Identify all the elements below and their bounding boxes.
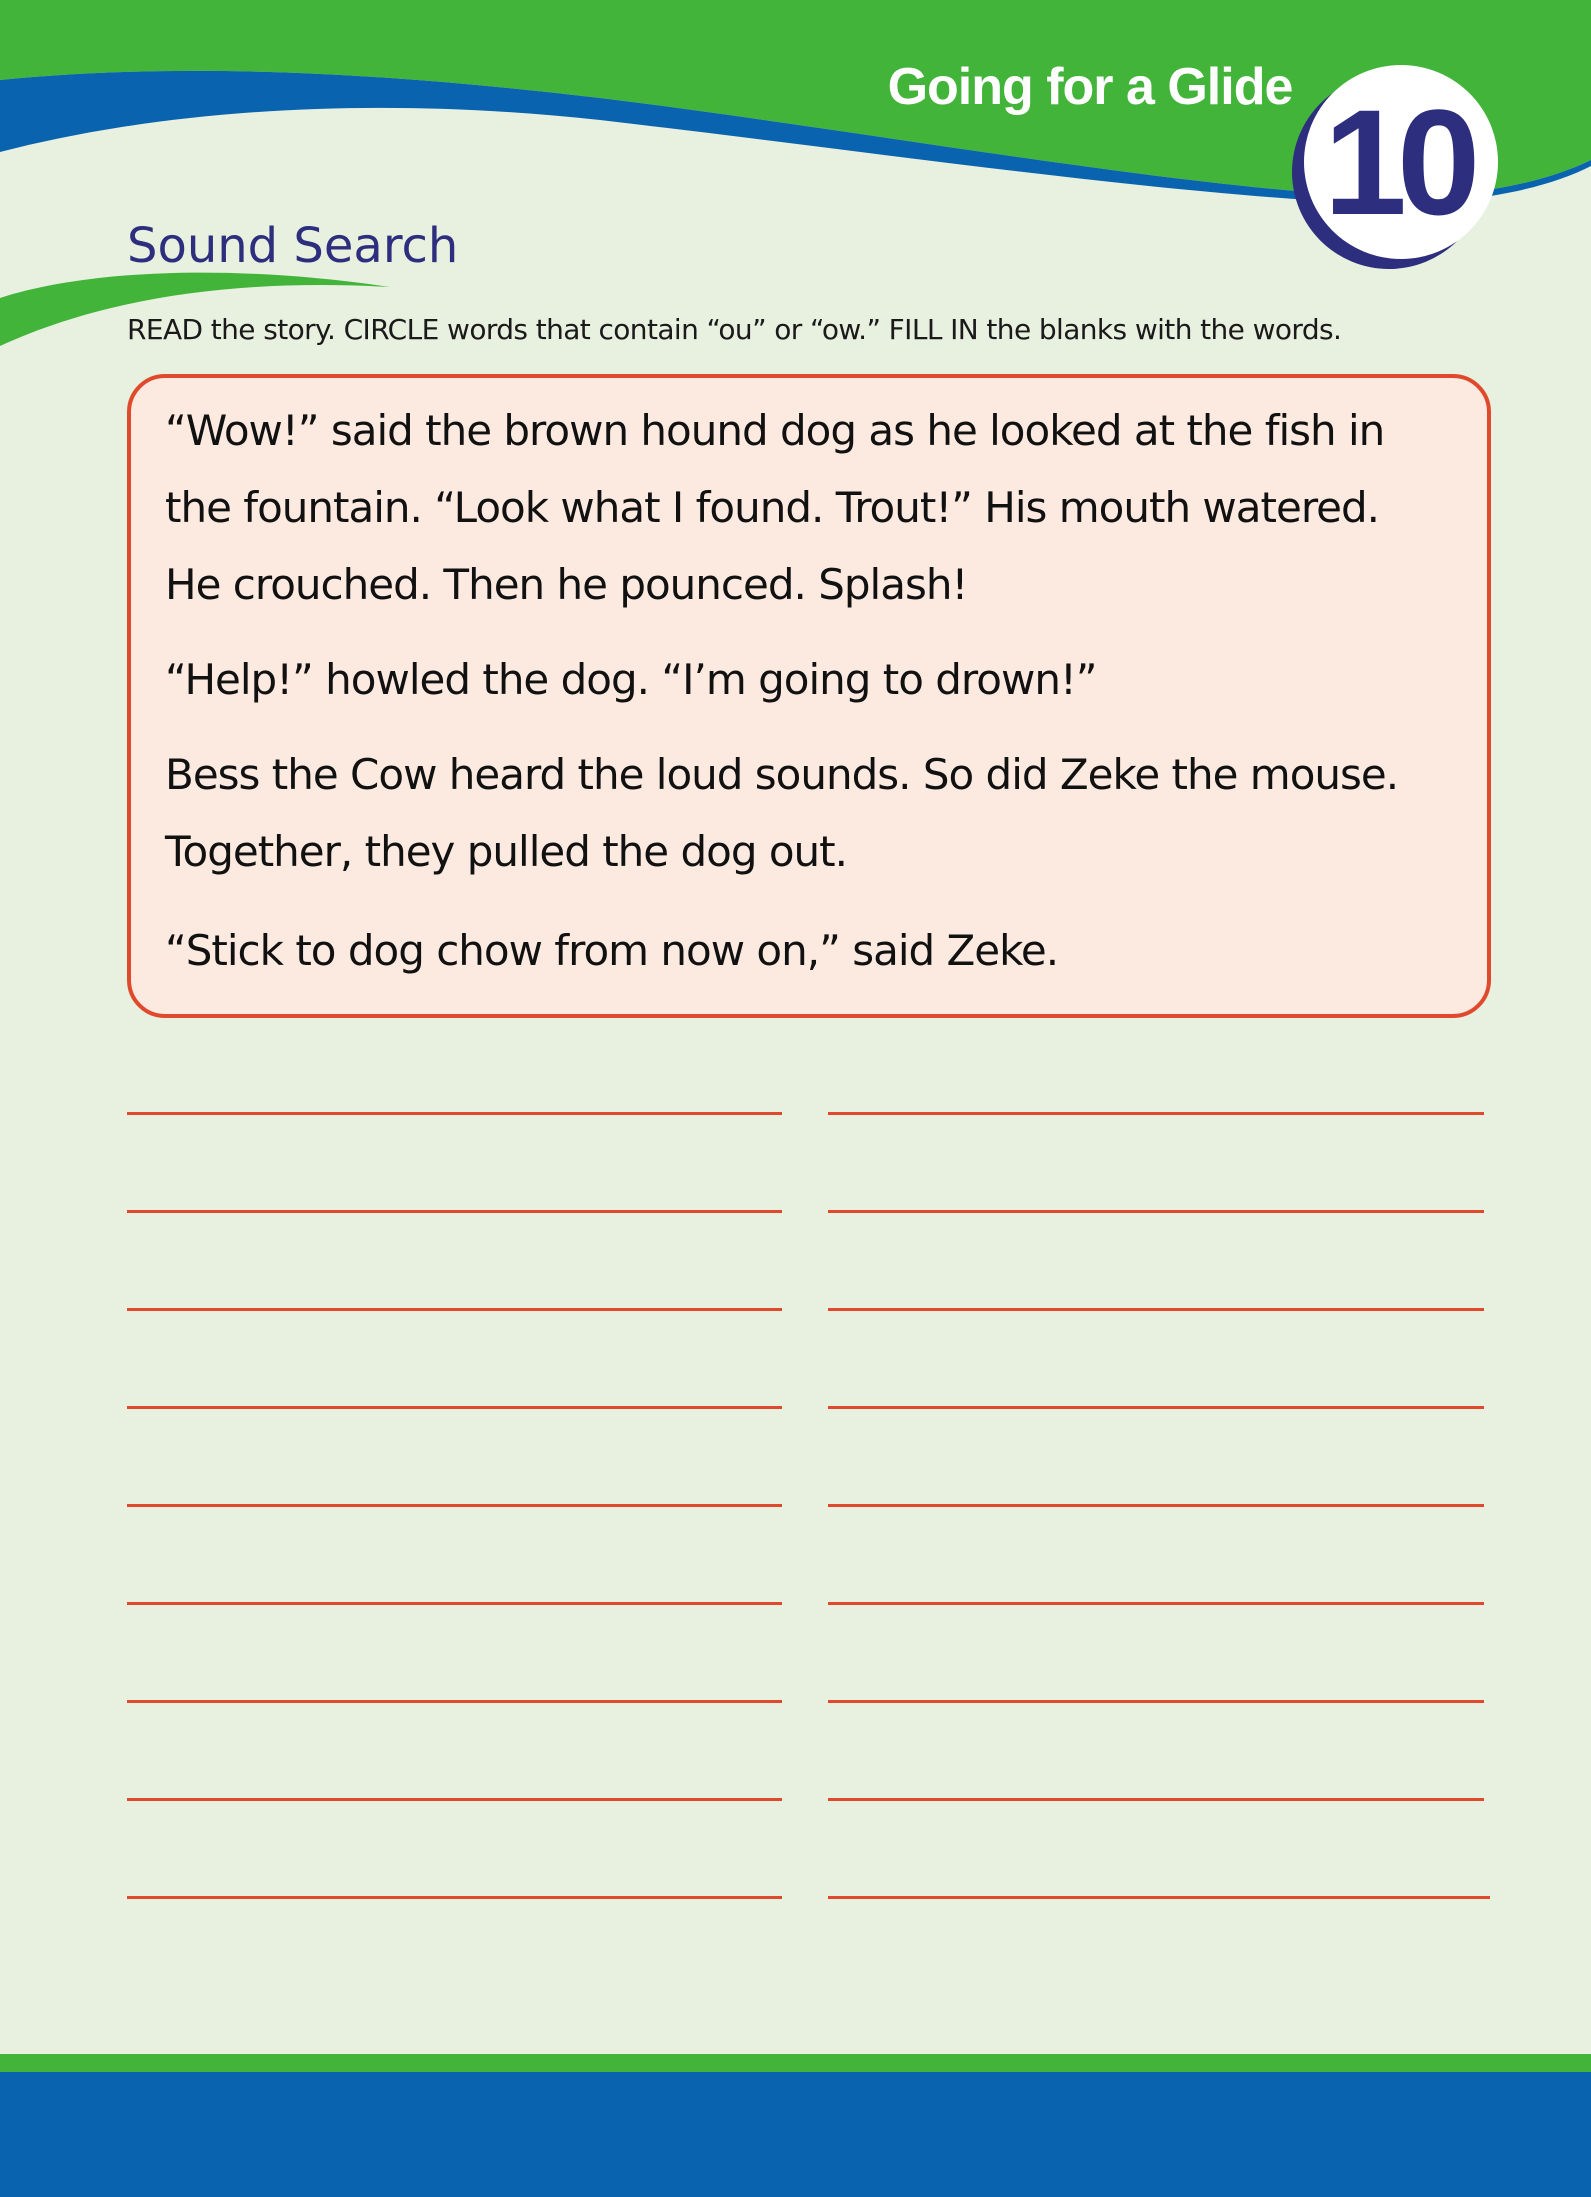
answer-line[interactable]: [127, 1112, 782, 1115]
answer-line[interactable]: [127, 1406, 782, 1409]
answer-line[interactable]: [127, 1700, 782, 1703]
chapter-number: 10: [1323, 78, 1471, 246]
answer-line[interactable]: [127, 1308, 782, 1311]
answer-line[interactable]: [828, 1700, 1484, 1703]
story-paragraph-2: “Help!” howled the dog. “I’m going to drown!”: [165, 655, 1097, 704]
answer-line[interactable]: [828, 1896, 1490, 1899]
story-paragraph-1: “Wow!” said the brown hound dog as he looked at the fish in the fountain. “Look what I found. Trout!” His mouth watered. He crouched. Then he pounced. Splash!: [165, 406, 1385, 609]
chapter-title: Going for a Glide: [887, 58, 1293, 116]
answer-line[interactable]: [127, 1896, 782, 1899]
answer-line[interactable]: [828, 1504, 1484, 1507]
answer-line[interactable]: [127, 1210, 782, 1213]
answer-line[interactable]: [127, 1798, 782, 1801]
answer-line[interactable]: [828, 1112, 1484, 1115]
footer-bar: [0, 2072, 1591, 2197]
answer-line[interactable]: [127, 1602, 782, 1605]
instructions: READ the story. CIRCLE words that contain “ou” or “ow.” FILL IN the blanks with the words.: [127, 313, 1342, 346]
answer-line[interactable]: [828, 1210, 1484, 1213]
story-paragraph-3: Bess the Cow heard the loud sounds. So did Zeke the mouse. Together, they pulled the dog out.: [165, 750, 1399, 876]
answer-line[interactable]: [828, 1308, 1484, 1311]
chapter-number-badge: [1304, 65, 1498, 259]
footer-stripe: [0, 2054, 1591, 2072]
answer-line[interactable]: [828, 1602, 1484, 1605]
section-title: Sound Search: [127, 218, 459, 274]
answer-line[interactable]: [828, 1798, 1484, 1801]
answer-line[interactable]: [828, 1406, 1484, 1409]
story-paragraph-4: “Stick to dog chow from now on,” said Zeke.: [165, 926, 1059, 975]
answer-line[interactable]: [127, 1504, 782, 1507]
story-box: [127, 374, 1491, 1018]
